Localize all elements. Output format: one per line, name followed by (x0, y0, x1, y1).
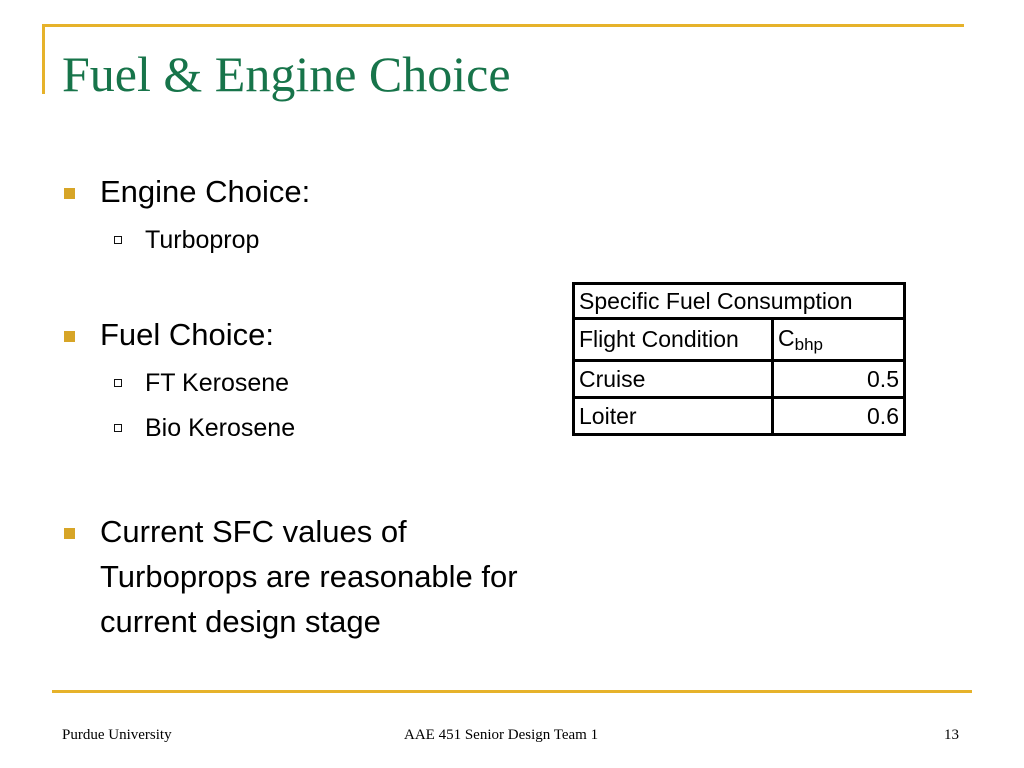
header-flight-condition: Flight Condition (574, 319, 773, 361)
hollow-square-icon (114, 379, 122, 387)
bullet-text-line: current design stage (100, 604, 381, 639)
cell-condition: Loiter (574, 398, 773, 435)
table-row (574, 361, 905, 398)
footer-rule (52, 690, 972, 693)
hollow-square-icon (114, 236, 122, 244)
bullet-text: Fuel Choice: (100, 317, 275, 352)
cell-value: 0.5 (773, 361, 905, 398)
table-title-row (574, 284, 905, 319)
sfc-table (572, 282, 906, 436)
header-cbhp (773, 319, 905, 361)
cell-condition: Cruise (574, 361, 773, 398)
bullet-text-line: Current SFC values of (100, 514, 407, 549)
left-rule (42, 24, 45, 94)
bullet-text: Engine Choice: (100, 174, 311, 209)
hollow-square-icon (114, 424, 122, 432)
table-header-row (574, 319, 905, 361)
sub-bullet-text: FT Kerosene (145, 369, 290, 397)
footer-left: Purdue University (62, 727, 172, 743)
cell-value: 0.6 (773, 398, 905, 435)
sub-bullet-text: Bio Kerosene (145, 414, 296, 442)
bullet-text-line: Turboprops are reasonable for (100, 559, 518, 594)
sub-bullet-text: Turboprop (145, 226, 260, 254)
page-number: 13 (944, 727, 959, 743)
bullet-square-icon (64, 188, 75, 199)
cbhp-main: C (778, 325, 795, 351)
slide-title: Fuel & Engine Choice (62, 46, 511, 102)
bullet-square-icon (64, 331, 75, 342)
footer-center: AAE 451 Senior Design Team 1 (404, 727, 599, 743)
table-row (574, 398, 905, 435)
bullet-square-icon (64, 528, 75, 539)
table-title: Specific Fuel Consumption (574, 284, 905, 319)
cbhp-subscript: bhp (794, 335, 823, 354)
top-rule (42, 24, 964, 27)
